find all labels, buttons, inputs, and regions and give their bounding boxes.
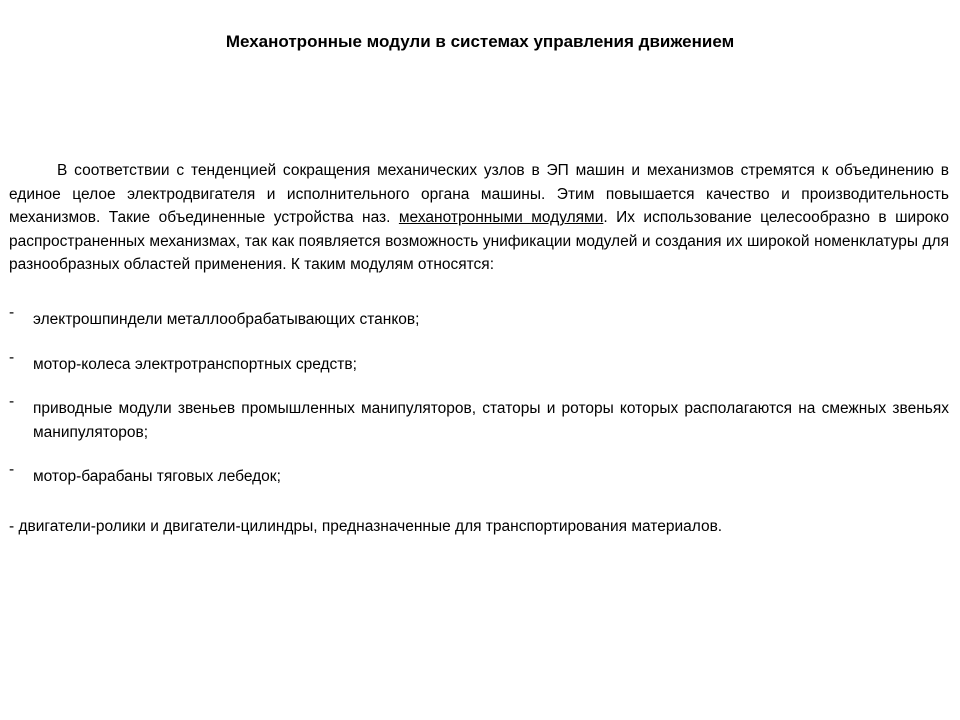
- list-item: [9, 393, 949, 444]
- list-item: [9, 348, 949, 377]
- list-item-text: мотор-барабаны тяговых лебедок;: [33, 468, 281, 485]
- module-list: [9, 304, 949, 489]
- list-item-text: приводные модули звеньев промышленных манипуляторов, статоры и роторы которых располагаются на смежных звеньях манипуляторов;: [33, 400, 949, 441]
- bullet-dash: -: [9, 348, 15, 366]
- list-item: [9, 304, 949, 332]
- list-item: [9, 461, 949, 489]
- bullet-dash: -: [9, 304, 15, 321]
- intro-text-after: . Их использование целесообразно в широко распространенных механизмах, так как появляется возможность унификации модулей и создания их широкой номенклатуры для разнообразных областей применения. К таким модулям относятся:: [9, 209, 950, 273]
- bullet-dash: -: [9, 393, 15, 410]
- bullet-dash: -: [9, 461, 15, 478]
- list-item-text: мотор-колеса электротранспортных средств;: [33, 355, 357, 373]
- final-list-item: - двигатели-ролики и двигатели-цилиндры, предназначенные для транспортирования материалов.: [9, 518, 723, 535]
- list-item-text: электрошпиндели металлообрабатывающих станков;: [33, 311, 420, 328]
- intro-paragraph: [9, 159, 949, 277]
- slide-title: Механотронные модули в системах управления движением: [225, 32, 735, 51]
- intro-term-mechatronic-modules: механотронными модулями: [398, 209, 604, 226]
- intro-text-before: В соответствии с тенденцией сокращения механических узлов в ЭП машин и механизмов стремятся к объединению в единое целое электродвигателя и исполнительного органа машины. Этим повышается качество и производительность механизмов. Такие объединенные устройства наз.: [9, 162, 949, 226]
